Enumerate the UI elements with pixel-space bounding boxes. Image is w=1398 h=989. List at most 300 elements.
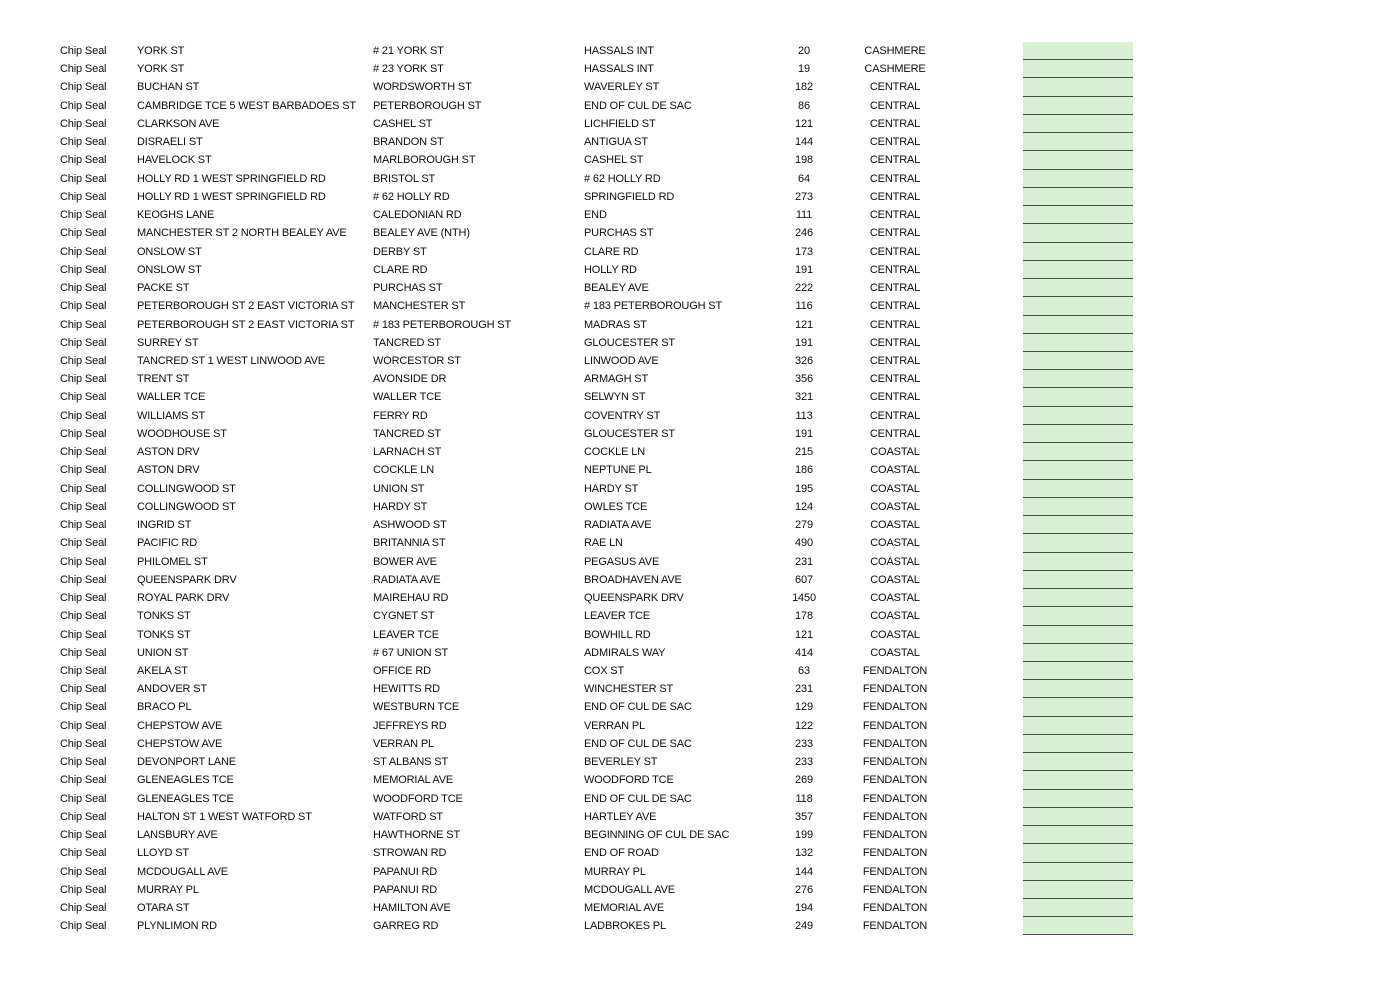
to-location-cell: WAVERLEY ST (584, 81, 660, 94)
table-row (60, 443, 1133, 461)
from-location-cell: # 67 UNION ST (373, 646, 449, 659)
treatment-cell: Chip Seal (60, 117, 107, 130)
table-row (60, 461, 1133, 479)
treatment-cell: Chip Seal (60, 245, 107, 258)
treatment-cell: Chip Seal (60, 920, 107, 933)
area-cell: FENDALTON (862, 829, 928, 842)
treatment-cell: Chip Seal (60, 756, 107, 769)
treatment-cell: Chip Seal (60, 592, 107, 605)
street-name-cell: UNION ST (137, 646, 189, 659)
area-cell: CENTRAL (869, 117, 921, 130)
length-cell: 246 (795, 227, 813, 240)
area-cell: CENTRAL (869, 172, 921, 185)
table-row (60, 662, 1133, 680)
treatment-cell: Chip Seal (60, 902, 107, 915)
from-location-cell: CASHEL ST (373, 117, 433, 130)
street-name-cell: GLENEAGLES TCE (137, 792, 234, 805)
entry-field[interactable] (1023, 388, 1133, 406)
to-location-cell: PEGASUS AVE (584, 555, 660, 568)
treatment-cell: Chip Seal (60, 555, 107, 568)
street-name-cell: TRENT ST (137, 373, 190, 386)
to-location-cell: ANTIGUA ST (584, 136, 648, 149)
treatment-cell: Chip Seal (60, 318, 107, 331)
table-row (60, 826, 1133, 844)
length-cell: 19 (798, 63, 810, 76)
area-cell: COASTAL (870, 519, 920, 532)
length-cell: 414 (795, 646, 813, 659)
table-row (60, 771, 1133, 789)
entry-field[interactable] (1023, 881, 1133, 899)
from-location-cell: WESTBURN TCE (373, 701, 460, 714)
street-name-cell: HAVELOCK ST (137, 154, 212, 167)
table-row (60, 170, 1133, 188)
entry-field[interactable] (1023, 534, 1133, 552)
entry-field[interactable] (1023, 662, 1133, 680)
table-row (60, 279, 1133, 297)
street-name-cell: ASTON DRV (137, 464, 200, 477)
entry-field[interactable] (1023, 461, 1133, 479)
treatment-cell: Chip Seal (60, 883, 107, 896)
treatment-cell: Chip Seal (60, 464, 107, 477)
area-cell: CASHMERE (864, 63, 926, 76)
entry-field[interactable] (1023, 844, 1133, 862)
entry-field[interactable] (1023, 261, 1133, 279)
from-location-cell: # 21 YORK ST (373, 45, 444, 57)
length-cell: 191 (795, 427, 813, 440)
entry-field[interactable] (1023, 151, 1133, 169)
table-row (60, 844, 1133, 862)
entry-field[interactable] (1023, 133, 1133, 151)
from-location-cell: MAIREHAU RD (373, 592, 449, 605)
table-row (60, 115, 1133, 133)
street-name-cell: WOODHOUSE ST (137, 427, 227, 440)
entry-field[interactable] (1023, 680, 1133, 698)
from-location-cell: BEALEY AVE (NTH) (373, 227, 470, 240)
table-row (60, 717, 1133, 735)
area-cell: COASTAL (870, 555, 920, 568)
entry-field[interactable] (1023, 60, 1133, 78)
table-row (60, 899, 1133, 917)
length-cell: 356 (795, 373, 813, 386)
street-name-cell: MANCHESTER ST 2 NORTH BEALEY AVE (137, 227, 347, 240)
length-cell: 63 (798, 664, 810, 677)
street-name-cell: CHEPSTOW AVE (137, 737, 223, 750)
area-cell: COASTAL (870, 592, 920, 605)
length-cell: 276 (795, 883, 813, 896)
length-cell: 199 (795, 829, 813, 842)
length-cell: 116 (795, 300, 813, 313)
entry-field[interactable] (1023, 480, 1133, 498)
area-cell: COASTAL (870, 500, 920, 513)
street-name-cell: PETERBOROUGH ST 2 EAST VICTORIA ST (137, 318, 355, 331)
treatment-cell: Chip Seal (60, 99, 107, 112)
to-location-cell: END OF ROAD (584, 847, 659, 860)
treatment-cell: Chip Seal (60, 63, 107, 76)
length-cell: 121 (795, 318, 813, 331)
treatment-cell: Chip Seal (60, 701, 107, 714)
entry-field[interactable] (1023, 644, 1133, 662)
length-cell: 215 (795, 446, 813, 459)
entry-field[interactable] (1023, 498, 1133, 516)
length-cell: 607 (795, 573, 813, 586)
table-row (60, 97, 1133, 115)
entry-field[interactable] (1023, 316, 1133, 334)
area-cell: FENDALTON (862, 847, 928, 860)
street-name-cell: CAMBRIDGE TCE 5 WEST BARBADOES ST (137, 99, 356, 112)
table-row (60, 498, 1133, 516)
table-row (60, 553, 1133, 571)
table-row (60, 680, 1133, 698)
treatment-cell: Chip Seal (60, 427, 107, 440)
area-cell: CENTRAL (869, 373, 921, 386)
treatment-cell: Chip Seal (60, 719, 107, 732)
treatment-cell: Chip Seal (60, 81, 107, 94)
from-location-cell: MEMORIAL AVE (373, 774, 454, 787)
from-location-cell: TANCRED ST (373, 427, 441, 440)
table-row (60, 753, 1133, 771)
treatment-cell: Chip Seal (60, 391, 107, 404)
from-location-cell: WOODFORD TCE (373, 792, 463, 805)
from-location-cell: BRISTOL ST (373, 172, 436, 185)
entry-field[interactable] (1023, 899, 1133, 917)
area-cell: COASTAL (870, 537, 920, 550)
street-name-cell: COLLINGWOOD ST (137, 482, 236, 495)
street-name-cell: SURREY ST (137, 336, 199, 349)
entry-field[interactable] (1023, 334, 1133, 352)
entry-field[interactable] (1023, 917, 1133, 935)
entry-field[interactable] (1023, 753, 1133, 771)
to-location-cell: QUEENSPARK DRV (584, 592, 684, 605)
entry-field[interactable] (1023, 571, 1133, 589)
table-row (60, 917, 1133, 935)
entry-field[interactable] (1023, 698, 1133, 716)
area-cell: FENDALTON (862, 774, 928, 787)
table-row (60, 224, 1133, 242)
length-cell: 1450 (792, 592, 816, 605)
street-name-cell: BUCHAN ST (137, 81, 200, 94)
street-name-cell: ROYAL PARK DRV (137, 592, 230, 605)
entry-field[interactable] (1023, 370, 1133, 388)
entry-field[interactable] (1023, 516, 1133, 534)
area-cell: COASTAL (870, 573, 920, 586)
table-row (60, 151, 1133, 169)
treatment-cell: Chip Seal (60, 683, 107, 696)
table-row (60, 698, 1133, 716)
from-location-cell: WORDSWORTH ST (373, 81, 472, 94)
from-location-cell: MARLBOROUGH ST (373, 154, 476, 167)
to-location-cell: BEGINNING OF CUL DE SAC (584, 829, 730, 842)
treatment-cell: Chip Seal (60, 792, 107, 805)
table-row (60, 352, 1133, 370)
from-location-cell: CALEDONIAN RD (373, 209, 462, 222)
treatment-cell: Chip Seal (60, 610, 107, 623)
to-location-cell: MURRAY PL (584, 865, 646, 878)
from-location-cell: STROWAN RD (373, 847, 447, 860)
length-cell: 357 (795, 810, 813, 823)
length-cell: 191 (795, 263, 813, 276)
street-name-cell: PLYNLIMON RD (137, 920, 217, 933)
treatment-cell: Chip Seal (60, 190, 107, 203)
treatment-cell: Chip Seal (60, 737, 107, 750)
entry-field[interactable] (1023, 863, 1133, 881)
area-cell: CENTRAL (869, 391, 921, 404)
treatment-cell: Chip Seal (60, 537, 107, 550)
street-name-cell: ONSLOW ST (137, 245, 202, 258)
to-location-cell: END (584, 209, 607, 222)
street-name-cell: HOLLY RD 1 WEST SPRINGFIELD RD (137, 172, 326, 185)
length-cell: 111 (795, 209, 813, 222)
street-name-cell: PHILOMEL ST (137, 555, 208, 568)
street-name-cell: YORK ST (137, 63, 185, 76)
area-cell: CASHMERE (864, 45, 926, 57)
street-name-cell: YORK ST (137, 45, 185, 57)
from-location-cell: BRITANNIA ST (373, 537, 446, 550)
to-location-cell: # 183 PETERBOROUGH ST (584, 300, 723, 313)
street-name-cell: TONKS ST (137, 610, 191, 623)
to-location-cell: BEVERLEY ST (584, 756, 658, 769)
entry-field[interactable] (1023, 553, 1133, 571)
from-location-cell: PURCHAS ST (373, 282, 443, 295)
table-row (60, 42, 1133, 60)
to-location-cell: LINWOOD AVE (584, 354, 659, 367)
to-location-cell: LADBROKES PL (584, 920, 666, 933)
area-cell: COASTAL (870, 482, 920, 495)
length-cell: 129 (795, 701, 813, 714)
area-cell: CENTRAL (869, 354, 921, 367)
entry-field[interactable] (1023, 735, 1133, 753)
entry-field[interactable] (1023, 188, 1133, 206)
to-location-cell: HASSALS INT (584, 45, 654, 57)
length-cell: 186 (795, 464, 813, 477)
to-location-cell: COCKLE LN (584, 446, 646, 459)
to-location-cell: END OF CUL DE SAC (584, 737, 692, 750)
area-cell: CENTRAL (869, 81, 921, 94)
from-location-cell: LARNACH ST (373, 446, 442, 459)
entry-field[interactable] (1023, 790, 1133, 808)
treatment-cell: Chip Seal (60, 282, 107, 295)
table-row (60, 644, 1133, 662)
to-location-cell: END OF CUL DE SAC (584, 701, 692, 714)
to-location-cell: SELWYN ST (584, 391, 646, 404)
treatment-cell: Chip Seal (60, 810, 107, 823)
table-row (60, 316, 1133, 334)
to-location-cell: CASHEL ST (584, 154, 644, 167)
from-location-cell: UNION ST (373, 482, 425, 495)
entry-field[interactable] (1023, 279, 1133, 297)
entry-field[interactable] (1023, 425, 1133, 443)
to-location-cell: LICHFIELD ST (584, 117, 656, 130)
from-location-cell: # 183 PETERBOROUGH ST (373, 318, 512, 331)
length-cell: 233 (795, 756, 813, 769)
from-location-cell: # 62 HOLLY RD (373, 190, 450, 203)
area-cell: CENTRAL (869, 190, 921, 203)
area-cell: CENTRAL (869, 282, 921, 295)
treatment-cell: Chip Seal (60, 847, 107, 860)
to-location-cell: CLARE RD (584, 245, 639, 258)
length-cell: 231 (795, 683, 813, 696)
length-cell: 326 (795, 354, 813, 367)
treatment-cell: Chip Seal (60, 373, 107, 386)
from-location-cell: CLARE RD (373, 263, 428, 276)
area-cell: CENTRAL (869, 245, 921, 258)
area-cell: CENTRAL (869, 318, 921, 331)
to-location-cell: MEMORIAL AVE (584, 902, 665, 915)
length-cell: 64 (798, 172, 810, 185)
area-cell: CENTRAL (869, 209, 921, 222)
treatment-cell: Chip Seal (60, 829, 107, 842)
area-cell: COASTAL (870, 610, 920, 623)
table-row (60, 206, 1133, 224)
to-location-cell: HARDY ST (584, 482, 639, 495)
street-name-cell: DEVONPORT LANE (137, 756, 236, 769)
from-location-cell: LEAVER TCE (373, 628, 439, 641)
length-cell: 86 (798, 99, 810, 112)
table-row (60, 388, 1133, 406)
from-location-cell: JEFFREYS RD (373, 719, 447, 732)
length-cell: 121 (795, 628, 813, 641)
entry-field[interactable] (1023, 297, 1133, 315)
treatment-cell: Chip Seal (60, 45, 107, 57)
table-row (60, 516, 1133, 534)
length-cell: 121 (795, 117, 813, 130)
table-row (60, 735, 1133, 753)
from-location-cell: BOWER AVE (373, 555, 437, 568)
entry-field[interactable] (1023, 626, 1133, 644)
entry-field[interactable] (1023, 407, 1133, 425)
from-location-cell: WATFORD ST (373, 810, 443, 823)
street-name-cell: LLOYD ST (137, 847, 189, 860)
length-cell: 144 (795, 136, 813, 149)
street-name-cell: MURRAY PL (137, 883, 199, 896)
street-name-cell: ASTON DRV (137, 446, 200, 459)
table-row (60, 626, 1133, 644)
to-location-cell: MADRAS ST (584, 318, 647, 331)
to-location-cell: HOLLY RD (584, 263, 637, 276)
from-location-cell: TANCRED ST (373, 336, 441, 349)
to-location-cell: MCDOUGALL AVE (584, 883, 675, 896)
area-cell: FENDALTON (862, 683, 928, 696)
entry-field[interactable] (1023, 206, 1133, 224)
street-name-cell: AKELA ST (137, 664, 188, 677)
length-cell: 231 (795, 555, 813, 568)
street-name-cell: PACKE ST (137, 282, 190, 295)
entry-field[interactable] (1023, 243, 1133, 261)
street-name-cell: QUEENSPARK DRV (137, 573, 237, 586)
entry-field[interactable] (1023, 443, 1133, 461)
from-location-cell: WALLER TCE (373, 391, 442, 404)
from-location-cell: VERRAN PL (373, 737, 435, 750)
street-name-cell: GLENEAGLES TCE (137, 774, 234, 787)
from-location-cell: AVONSIDE DR (373, 373, 447, 386)
from-location-cell: PAPANUI RD (373, 883, 438, 896)
table-row (60, 78, 1133, 96)
area-cell: FENDALTON (862, 920, 928, 933)
table-row (60, 407, 1133, 425)
street-name-cell: HOLLY RD 1 WEST SPRINGFIELD RD (137, 190, 326, 203)
area-cell: CENTRAL (869, 427, 921, 440)
length-cell: 249 (795, 920, 813, 933)
entry-field[interactable] (1023, 808, 1133, 826)
area-cell: COASTAL (870, 646, 920, 659)
treatment-cell: Chip Seal (60, 500, 107, 513)
from-location-cell: FERRY RD (373, 409, 428, 422)
treatment-cell: Chip Seal (60, 136, 107, 149)
street-name-cell: CLARKSON AVE (137, 117, 220, 130)
street-name-cell: PETERBOROUGH ST 2 EAST VICTORIA ST (137, 300, 355, 313)
table-row (60, 297, 1133, 315)
entry-field[interactable] (1023, 42, 1133, 60)
entry-field[interactable] (1023, 224, 1133, 242)
treatment-cell: Chip Seal (60, 409, 107, 422)
treatment-cell: Chip Seal (60, 628, 107, 641)
area-cell: FENDALTON (862, 883, 928, 896)
street-name-cell: TONKS ST (137, 628, 191, 641)
from-location-cell: RADIATA AVE (373, 573, 441, 586)
table-row (60, 863, 1133, 881)
length-cell: 279 (795, 519, 813, 532)
area-cell: FENDALTON (862, 902, 928, 915)
from-location-cell: HAWTHORNE ST (373, 829, 461, 842)
street-name-cell: MCDOUGALL AVE (137, 865, 228, 878)
street-name-cell: DISRAELI ST (137, 136, 203, 149)
street-name-cell: COLLINGWOOD ST (137, 500, 236, 513)
length-cell: 122 (795, 719, 813, 732)
entry-field[interactable] (1023, 97, 1133, 115)
from-location-cell: MANCHESTER ST (373, 300, 466, 313)
street-name-cell: HALTON ST 1 WEST WATFORD ST (137, 810, 312, 823)
treatment-cell: Chip Seal (60, 664, 107, 677)
entry-field[interactable] (1023, 771, 1133, 789)
entry-field[interactable] (1023, 607, 1133, 625)
entry-field[interactable] (1023, 78, 1133, 96)
street-name-cell: ANDOVER ST (137, 683, 208, 696)
table-row (60, 370, 1133, 388)
to-location-cell: PURCHAS ST (584, 227, 654, 240)
treatment-cell: Chip Seal (60, 865, 107, 878)
length-cell: 20 (798, 45, 810, 57)
to-location-cell: HARTLEY AVE (584, 810, 657, 823)
length-cell: 182 (795, 81, 813, 94)
from-location-cell: PETERBOROUGH ST (373, 99, 482, 112)
entry-field[interactable] (1023, 115, 1133, 133)
area-cell: CENTRAL (869, 136, 921, 149)
from-location-cell: COCKLE LN (373, 464, 435, 477)
length-cell: 173 (795, 245, 813, 258)
from-location-cell: OFFICE RD (373, 664, 431, 677)
treatment-cell: Chip Seal (60, 482, 107, 495)
length-cell: 490 (795, 537, 813, 550)
area-cell: CENTRAL (869, 336, 921, 349)
from-location-cell: HARDY ST (373, 500, 428, 513)
to-location-cell: OWLES TCE (584, 500, 648, 513)
entry-field[interactable] (1023, 589, 1133, 607)
treatment-cell: Chip Seal (60, 354, 107, 367)
to-location-cell: WINCHESTER ST (584, 683, 674, 696)
entry-field[interactable] (1023, 352, 1133, 370)
area-cell: FENDALTON (862, 737, 928, 750)
treatment-cell: Chip Seal (60, 300, 107, 313)
length-cell: 118 (795, 792, 813, 805)
entry-field[interactable] (1023, 717, 1133, 735)
to-location-cell: GLOUCESTER ST (584, 427, 675, 440)
area-cell: CENTRAL (869, 227, 921, 240)
entry-field[interactable] (1023, 826, 1133, 844)
to-location-cell: BROADHAVEN AVE (584, 573, 682, 586)
table-row (60, 808, 1133, 826)
area-cell: COASTAL (870, 446, 920, 459)
entry-field[interactable] (1023, 170, 1133, 188)
length-cell: 222 (795, 282, 813, 295)
